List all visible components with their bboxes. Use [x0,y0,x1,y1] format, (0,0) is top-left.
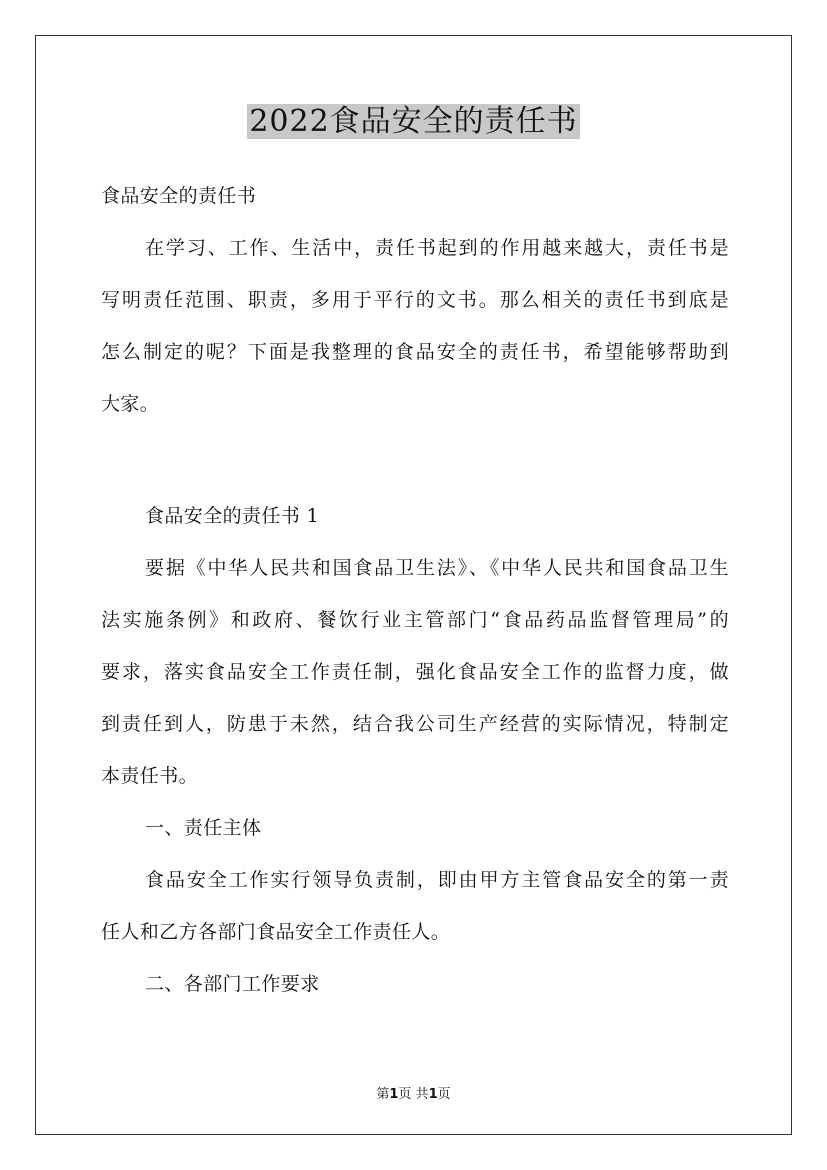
document-subtitle: 食品安全的责任书 [101,185,257,207]
section-para-line-2: 法实施条例》和政府、餐饮行业主管部门“食品药品监督管理局”的 [101,609,729,631]
footer-page-current: 1 [389,1087,399,1102]
section-para-line-5: 本责任书。 [101,765,199,787]
intro-line-4: 大家。 [101,393,160,415]
intro-line-2: 写明责任范围、职责，多用于平行的文书。那么相关的责任书到底是 [101,289,729,311]
heading-responsibility-subject: 一、责任主体 [145,817,262,839]
intro-line-3: 怎么制定的呢？下面是我整理的食品安全的责任书，希望能够帮助到 [101,341,729,363]
footer-page-mid: 页 共 [398,1087,429,1102]
paragraph-gap [101,430,729,490]
heading-department-requirements: 二、各部门工作要求 [145,973,320,995]
section-heading: 食品安全的责任书 1 [145,505,320,527]
section-para-line-1: 要据《中华人民共和国食品卫生法》、《中华人民共和国食品卫生 [145,557,729,579]
document-title-text: 2022食品安全的责任书 [249,104,578,139]
footer-page-prefix: 第 [376,1087,390,1102]
section-para-line-3: 要求，落实食品安全工作责任制，强化食品安全工作的监督力度，做 [101,661,729,683]
footer-page-total: 1 [428,1087,438,1102]
document-body [101,170,729,1010]
intro-line-1: 在学习、工作、生活中，责任书起到的作用越来越大，责任书是 [145,237,729,259]
page-footer [0,1083,827,1102]
document-title [0,100,827,144]
para-1-line-2: 任人和乙方各部门食品安全工作责任人。 [101,921,451,943]
para-1-line-1: 食品安全工作实行领导负责制，即由甲方主管食品安全的第一责 [145,869,729,891]
section-para-line-4: 到责任到人，防患于未然，结合我公司生产经营的实际情况，特制定 [101,713,729,735]
footer-page-suffix: 页 [437,1087,451,1102]
